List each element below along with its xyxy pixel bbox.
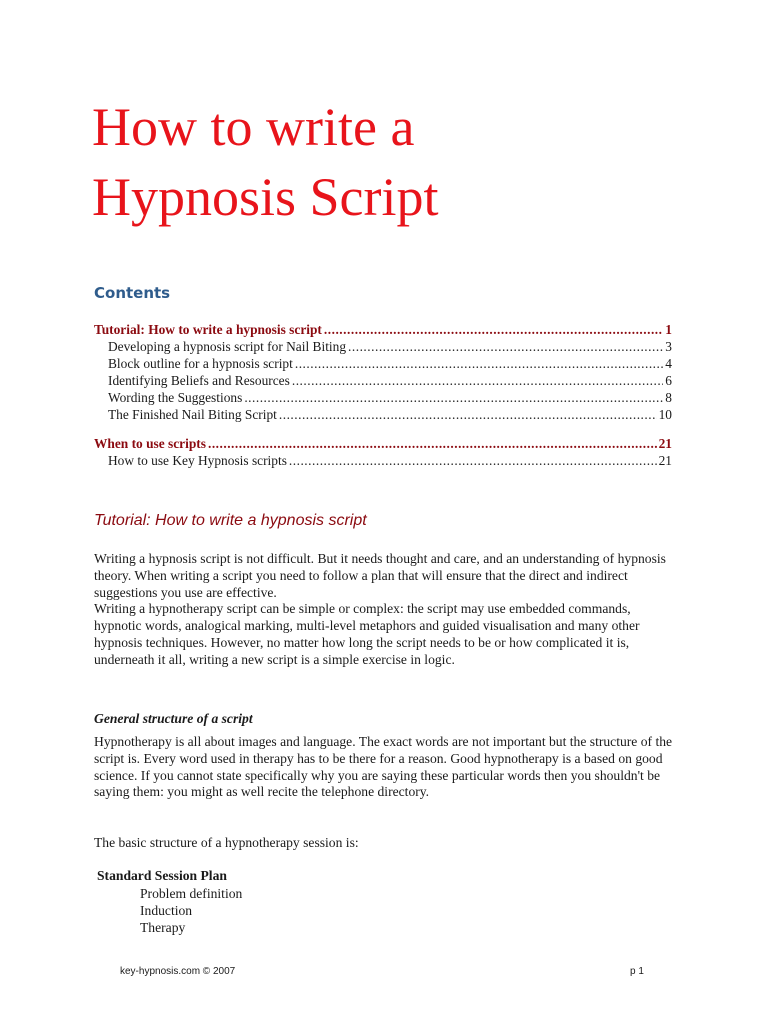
toc-entry-label: Block outline for a hypnosis script (108, 356, 293, 371)
paragraph: Hypnotherapy is all about images and language. The exact words are not important but the structure of the script is. Every word used in therapy has to be there for a reason. Good hypnotherapy is a based on good science. If you cannot state specifically why you are saying these particular words then you shouldn't be saying them: you might as well recite the telephone directory. (94, 734, 673, 800)
toc-leader (292, 372, 663, 389)
toc-entry[interactable] (94, 321, 672, 338)
sub-heading: General structure of a script (94, 711, 253, 726)
toc-entry-label: Developing a hypnosis script for Nail Biting (108, 339, 347, 354)
toc-entry-label: Wording the Suggestions (108, 390, 243, 405)
plan-item: Induction (140, 903, 193, 918)
title-line-1: How to write a (92, 97, 415, 157)
toc-entry[interactable] (94, 406, 672, 423)
contents-heading: Contents (94, 284, 171, 302)
toc-leader (279, 406, 657, 423)
toc-leader (324, 321, 663, 338)
toc-entry-page: 4 (665, 356, 672, 371)
paragraph: The basic structure of a hypnotherapy session is: (94, 835, 359, 850)
toc-spacer (94, 423, 672, 435)
toc-entry-page: 3 (665, 339, 672, 354)
toc-entry[interactable] (94, 355, 672, 372)
toc-entry[interactable] (94, 435, 672, 452)
table-of-contents (94, 321, 672, 469)
toc-entry-page: 8 (665, 390, 672, 405)
title-line-2: Hypnosis Script (92, 167, 439, 228)
toc-leader (244, 389, 663, 406)
toc-entry-page: 1 (665, 322, 672, 337)
toc-entry[interactable] (94, 452, 672, 469)
toc-leader (289, 452, 657, 469)
toc-entry-label: Identifying Beliefs and Resources (108, 373, 290, 388)
footer-copyright: key-hypnosis.com © 2007 (120, 966, 236, 977)
toc-entry-label: The Finished Nail Biting Script (108, 407, 277, 422)
section-heading: Tutorial: How to write a hypnosis script (94, 512, 367, 529)
toc-entry-label: Tutorial: How to write a hypnosis script (94, 322, 322, 337)
toc-entry-page: 21 (658, 453, 672, 468)
toc-entry[interactable] (94, 372, 672, 389)
footer-page-number: p 1 (630, 966, 644, 977)
document-title (92, 92, 732, 232)
paragraph: Writing a hypnotherapy script can be simple or complex: the script may use embedded commands, hypnotic words, analogical marking, multi-level metaphors and guided visualisation and many other hypnosis techniques. However, no matter how long the script needs to be or how complicated it is, underneath it all, writing a new script is a simple exercise in logic. (94, 601, 640, 667)
toc-leader (348, 338, 663, 355)
toc-entry-page: 21 (658, 436, 672, 451)
toc-entry-label: When to use scripts (94, 436, 206, 451)
toc-entry-page: 10 (658, 407, 672, 422)
intro-paragraph (94, 551, 674, 669)
plan-title: Standard Session Plan (97, 868, 227, 883)
toc-entry-page: 6 (665, 373, 672, 388)
toc-entry-label: How to use Key Hypnosis scripts (108, 453, 287, 468)
toc-entry[interactable] (94, 338, 672, 355)
plan-item: Problem definition (140, 886, 243, 901)
toc-leader (295, 355, 663, 372)
plan-item: Therapy (140, 920, 186, 935)
toc-leader (208, 435, 657, 452)
toc-entry[interactable] (94, 389, 672, 406)
plan-list (140, 885, 242, 936)
paragraph: Writing a hypnosis script is not difficult. But it needs thought and care, and an understanding of hypnosis theory. When writing a script you need to follow a plan that will ensure that the direct and indirect suggestions you use are effective. (94, 551, 666, 600)
